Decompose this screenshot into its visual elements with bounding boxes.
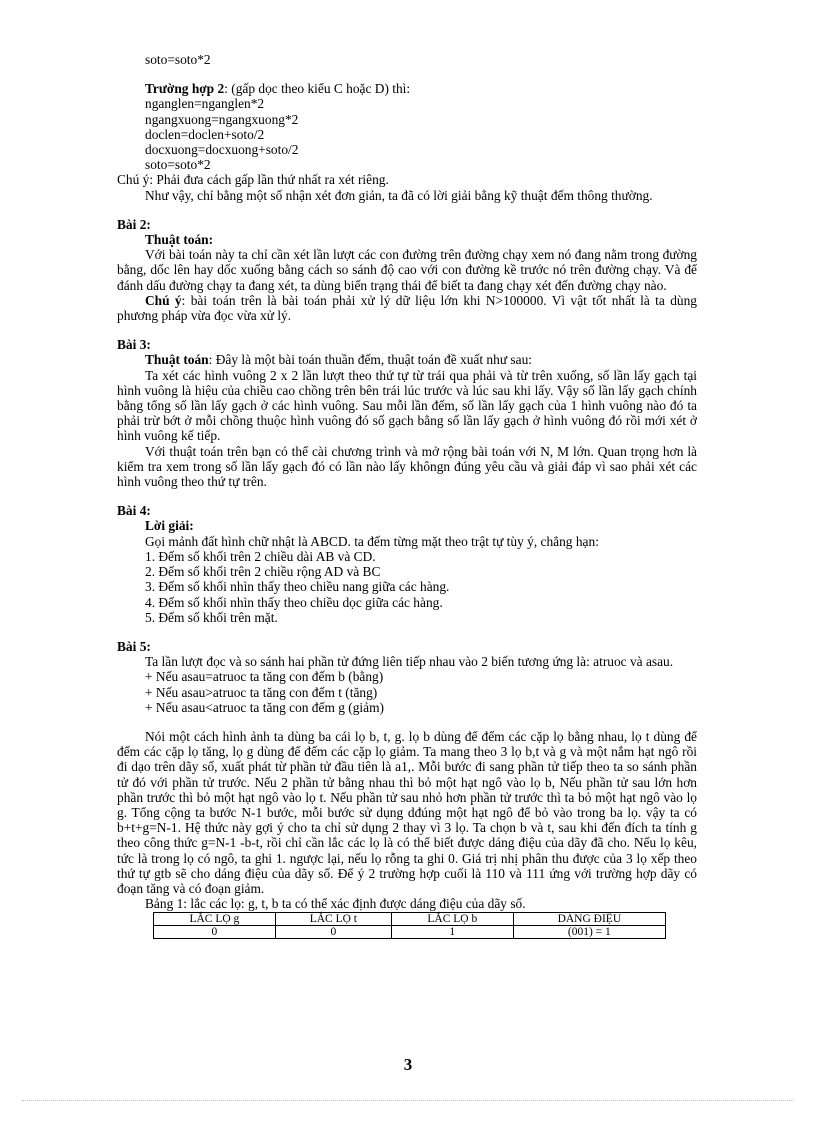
table-caption: Bảng 1: lắc các lọ: g, t, b ta có thể xác định được dáng điệu của dãy số. — [145, 896, 526, 912]
document-page — [117, 52, 697, 939]
case2-heading — [117, 81, 697, 96]
bai3-sub-rest: : Đây là một bài toán thuần đếm, thuật toán đề xuất như sau: — [208, 352, 532, 368]
case2-code — [117, 96, 697, 172]
case2-rest: : (gấp dọc theo kiểu C hoặc D) thì: — [224, 81, 411, 97]
table-header-cell: DÁNG ĐIỆU — [513, 913, 665, 926]
list-item: + Nếu asau>atruoc ta tăng con đếm t (tăng) — [145, 684, 378, 700]
bai2-note — [117, 293, 697, 323]
case2-label: Trường hợp 2 — [145, 81, 225, 97]
list-item: + Nếu asau<atruoc ta tăng con đếm g (giảm) — [145, 699, 384, 715]
bai2-note-label: Chú ý — [145, 292, 182, 308]
bai4-title: Bài 4: — [117, 503, 151, 519]
table-header-cell: LẮC LỌ t — [275, 913, 391, 926]
table-row — [154, 926, 666, 939]
table-header-cell: LẮC LỌ g — [154, 913, 276, 926]
list-item: 5. Đếm số khối trên mặt. — [145, 609, 278, 625]
list-item: 3. Đếm số khối nhìn thấy theo chiều nang giữa các hàng. — [145, 579, 450, 595]
bai5-paragraph: Nói một cách hình ảnh ta dùng ba cái lọ b, t, g. lọ b dùng để đếm các cặp lọ bằng nhau, lọ t dùng để đếm các cặp lọ tăng, lọ g dùng để đếm các cặp lọ giảm. Ta mang theo 3 lọ b,t và g và một nắm hạt ngô rồi đi dạo trên dãy số, xuất phát từ phần tử đầu tiên là a1,. Mỗi bước đi sang phần tử tiếp theo ta so sánh phần tử đó với phần tử trước. Nếu 2 phần tử bằng nhau thì bỏ một hạt ngô vào lọ b, Nếu phần tử sau lớn hơn phần trước thì bỏ một hạt ngô vào lọ t. Nếu phần tử sau nhỏ hơn phần tử trước thì ta bỏ một hạt ngô vào lọ g. Tổng cộng ta bước N-1 bước, mỗi bước sử dụng dđúng một hạt ngô để bỏ vào trong ba lọ. vậy ta có b+t+g=N-1. Hệ thức này gợi ý cho ta chỉ sử dụng 2 thay vì 3 lọ. Ta chọn b và t, sau khi đến đích ta tính g theo công thức g=N-1 -b-t, rồi chỉ cần lắc các lọ là có thể biết được dáng điệu của dãy đã cho. Nếu lọ kêu, tức là trong lọ có ngô, ta ghi 1. ngược lại, nếu lọ rỗng ta ghi 0. Giá trị nhị phân thu được của 3 lọ xếp theo thứ tự gtb sẽ cho dáng điệu của dãy số. Để ý 2 trường hợp cuối là 110 và 111 ứng với trường hợp dãy có đoạn tăng và có đoạn giảm. — [117, 728, 697, 896]
bai5-paragraph: Ta lần lượt đọc và so sánh hai phần tử đứng liên tiếp nhau vào 2 biến tương ứng là: atruoc và asau. — [145, 654, 674, 670]
bai2-title: Bài 2: — [117, 216, 151, 232]
table-cell: 1 — [391, 926, 513, 939]
table-header-row — [154, 913, 666, 926]
data-table — [153, 912, 666, 939]
note-line: Chú ý: Phải đưa cách gấp lần thứ nhất ra xét riêng. — [117, 172, 389, 188]
note-paragraph: Như vậy, chỉ bằng một số nhận xét đơn giản, ta đã có lời giải bằng kỹ thuật đếm thông thường. — [145, 187, 653, 203]
code-line: soto=soto*2 — [145, 157, 211, 173]
bai3-paragraph: Ta xét các hình vuông 2 x 2 lần lượt theo thứ tự từ trái qua phải và từ trên xuống, số lần lấy gạch tại hình vuông là hiệu của chiều cao chồng trên bên trái lúc trước và lúc sau khi lấy. Vậy số lần lấy gạch chính bằng tổng số lần lấy gạch ở các hình vuông. Sau mỗi lần đếm, số lần lấy gạch của 1 hình vuông nào đó ta phải trừ bớt ở mỗi chồng thuộc hình vuông đó số gạch bằng số lần lấy gạch ở hình vuông đó rồi mới xét ở hình vuông kế tiếp. — [117, 367, 697, 444]
bai2-subtitle: Thuật toán: — [145, 232, 214, 248]
table-cell: 0 — [275, 926, 391, 939]
list-item: 2. Đếm số khối trên 2 chiều rộng AD và BC — [145, 564, 381, 580]
bai3-subtitle — [117, 352, 697, 367]
code-line: ngangxuong=ngangxuong*2 — [145, 111, 299, 127]
page-number: 3 — [403, 1055, 413, 1074]
bai4-intro: Gọi mảnh đất hình chữ nhật là ABCD. ta đếm từng mặt theo trật tự tùy ý, chẳng hạn: — [145, 533, 599, 549]
table-cell: (001) = 1 — [513, 926, 665, 939]
bai3-sub-label: Thuật toán — [145, 352, 209, 368]
table-cell: 0 — [154, 926, 276, 939]
table-header-cell: LẮC LỌ b — [391, 913, 513, 926]
bai2-paragraph: Với bài toán này ta chỉ cần xét lần lượt các con đường trên đường chạy xem nó đang nằm trong đường bằng, dốc lên hay dốc xuống bằng cách so sánh độ cao với con đường kề trước nó trên đường chạy. Và để đánh dấu đường chạy ta đang xét, ta dùng biến trạng thái để biết ta đang chạy xét đến đường chạy nào. — [117, 247, 697, 293]
bai2-note-text: : bài toán trên là bài toán phải xử lý dữ liệu lớn khi N>100000. Vì vật tốt nhất là ta dùng phương pháp vừa đọc vừa xử lý. — [117, 292, 697, 324]
list-item: 1. Đếm số khối trên 2 chiều dài AB và CD. — [145, 548, 376, 564]
bai3-title: Bài 3: — [117, 337, 151, 353]
code-line: soto=soto*2 — [145, 52, 211, 67]
code-line: nganglen=nganglen*2 — [145, 96, 265, 112]
list-item: + Nếu asau=atruoc ta tăng con đếm b (bằng) — [145, 669, 384, 685]
page-divider — [22, 1100, 794, 1101]
code-line: docxuong=docxuong+soto/2 — [145, 142, 299, 158]
list-item: 4. Đếm số khối nhìn thấy theo chiều dọc giữa các hàng. — [145, 594, 443, 610]
code-line: doclen=doclen+soto/2 — [145, 126, 265, 142]
bai5-title: Bài 5: — [117, 638, 151, 654]
bai4-subtitle: Lời giải: — [145, 518, 194, 534]
bai3-paragraph: Với thuật toán trên bạn có thể cài chương trình và mở rộng bài toán với N, M lớn. Quan trọng hơn là kiểm tra xem trong số lần lấy gạch đó có lần nào lấy khôngn đúng yêu cầu và giải đáp vì sao phải xét các hình vuông theo thứ tự trên. — [117, 443, 697, 490]
